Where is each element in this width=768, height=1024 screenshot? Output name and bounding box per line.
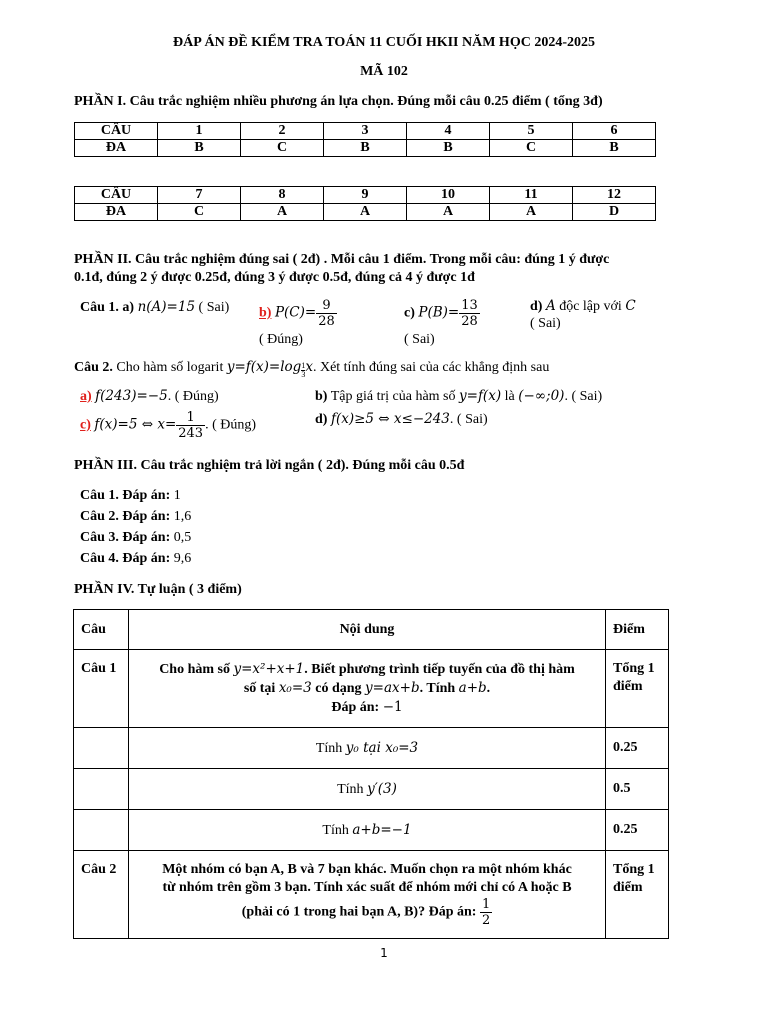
part2-q2-c — [80, 410, 256, 441]
verdict: ( Sai) — [404, 332, 435, 347]
empty-cell — [74, 810, 129, 851]
row-label-question: CÂU — [75, 123, 158, 140]
part2-q2-b — [315, 388, 602, 405]
answer-cell: D — [573, 204, 656, 221]
table-row — [74, 728, 669, 769]
question-label: Câu 1. — [80, 300, 119, 315]
part2-title-line1: PHẦN II. Câu trắc nghiệm đúng sai ( 2đ) . Mỗi câu 1 điểm. Trong mỗi câu: đúng 1 ý được — [74, 252, 610, 267]
answer-cell: B — [158, 140, 241, 157]
question-number: 9 — [324, 187, 407, 204]
column-header: Câu — [74, 610, 129, 650]
math-expression: a+b — [458, 680, 487, 696]
question-number: 1 — [158, 123, 241, 140]
step-content: Tính y₀ tại x₀=3 — [129, 728, 606, 769]
table-row — [74, 851, 669, 939]
verdict: . ( Đúng) — [167, 389, 219, 404]
question-number: 8 — [241, 187, 324, 204]
option-label: c) — [404, 305, 415, 321]
table-row — [74, 650, 669, 728]
answer-cell: B — [407, 140, 490, 157]
part2-title-line2: 0.1đ, đúng 2 ý được 0.25đ, đúng 3 ý được 0.5đ, đúng cả 4 ý được 1đ — [74, 270, 475, 285]
part4-title: PHẦN IV. Tự luận ( 3 điểm) — [74, 582, 242, 597]
part2-q2-intro — [74, 359, 549, 379]
math-expression: f(243)=−5 — [95, 388, 168, 404]
math-expression: a+b=−1 — [352, 821, 412, 838]
fraction: $\frac{1}{2}$ — [481, 897, 491, 928]
question-number: 2 — [241, 123, 324, 140]
answer-cell: B — [324, 140, 407, 157]
step-content: Tính a+b=−1 — [129, 810, 606, 851]
part2-q1-d — [530, 298, 636, 315]
answer-label: Câu 1. Đáp án: — [80, 488, 171, 503]
short-answer-item — [80, 530, 191, 546]
verdict: ( Đúng) — [259, 332, 303, 347]
score-cell: 0.25 — [606, 728, 669, 769]
answer-value: 9,6 — [173, 551, 192, 566]
column-header: Điểm — [606, 610, 669, 650]
question-label: Câu 2 — [74, 851, 129, 939]
table-row — [75, 187, 656, 204]
math-expression: C — [625, 298, 636, 314]
row-label-answer: ĐA — [75, 140, 158, 157]
part2-q1-c — [404, 298, 480, 329]
answer-cell: A — [490, 204, 573, 221]
empty-cell — [74, 728, 129, 769]
statement-text: Tập giá trị của hàm số — [330, 389, 456, 404]
fraction: $\frac{9}{28}$ — [318, 298, 335, 329]
question-content: Cho hàm số y=x²+x+1. Biết phương trình tiếp tuyến của đồ thị hàm số tại x₀=3 có dạng y=ax+b. Tính a+b. Đáp án: −1 — [129, 650, 606, 728]
option-label-highlight: a) — [80, 389, 92, 404]
short-answer-item — [80, 509, 191, 525]
answer-label: Câu 4. Đáp án: — [80, 551, 171, 566]
verdict: . ( Sai) — [564, 389, 603, 404]
statement-text: . Xét tính đúng sai của các khẳng định sau — [312, 360, 550, 375]
row-label-answer: ĐA — [75, 204, 158, 221]
question-number: 10 — [407, 187, 490, 204]
part3-title: PHẦN III. Câu trắc nghiệm trả lời ngắn ( 2đ). Đúng mỗi câu 0.5đ — [74, 458, 465, 473]
math-expression: (−∞;0) — [518, 388, 565, 404]
exam-code: MÃ 102 — [360, 64, 408, 79]
answer-value: 0,5 — [173, 530, 192, 545]
essay-table — [73, 609, 669, 939]
math-expression: n(A)=15 — [137, 299, 196, 315]
math-expression: y=f(x)=log — [226, 359, 302, 375]
empty-cell — [74, 769, 129, 810]
answer-cell: C — [490, 140, 573, 157]
option-label: d) — [315, 412, 328, 427]
question-number: 6 — [573, 123, 656, 140]
option-label: d) — [530, 299, 543, 314]
log-base-fraction: $\frac{1}{3}$ — [301, 361, 306, 379]
answer-cell: A — [241, 204, 324, 221]
table-row — [75, 140, 656, 157]
column-header: Nội dung — [129, 610, 606, 650]
verdict: . ( Sai) — [449, 412, 488, 427]
verdict: ( Sai) — [198, 300, 230, 315]
part2-q2-a — [80, 388, 219, 405]
question-number: 7 — [158, 187, 241, 204]
answer-cell: C — [158, 204, 241, 221]
table-row — [75, 123, 656, 140]
answer-cell: A — [407, 204, 490, 221]
row-label-question: CÂU — [75, 187, 158, 204]
question-number: 12 — [573, 187, 656, 204]
answer-cell: C — [241, 140, 324, 157]
page-number: 1 — [380, 946, 388, 960]
answer-table-2 — [74, 186, 656, 221]
question-content: Một nhóm có bạn A, B và 7 bạn khác. Muốn chọn ra một nhóm khác từ nhóm trên gồm 3 bạn. Tính xác suất để nhóm mới chỉ có A hoặc B (phải có 1 trong hai bạn A, B)? Đáp án: $\frac{1}{2}$ — [129, 851, 606, 939]
verdict: . ( Đúng) — [205, 417, 257, 433]
math-expression: f(x)≥5 ⇔ x≤−243 — [330, 411, 450, 427]
math-expression: P(C)= — [274, 304, 317, 321]
question-number: 5 — [490, 123, 573, 140]
statement-text: độc lập với — [559, 299, 622, 314]
part1-title: PHẦN I. Câu trắc nghiệm nhiều phương án lựa chọn. Đúng mỗi câu 0.25 điểm ( tổng 3đ) — [74, 94, 603, 109]
math-expression: y=ax+b — [365, 680, 420, 696]
short-answer-item — [80, 551, 191, 567]
math-expression: y′(3) — [367, 780, 397, 797]
math-expression: y₀ tại x₀=3 — [345, 739, 419, 756]
part2-q1-a — [80, 299, 229, 316]
answer-cell: A — [324, 204, 407, 221]
score-cell: 0.5 — [606, 769, 669, 810]
answer-cell: B — [573, 140, 656, 157]
option-label-highlight: c) — [80, 417, 91, 433]
statement-text: là — [504, 389, 515, 404]
math-expression: x — [305, 359, 313, 375]
step-content: Tính y′(3) — [129, 769, 606, 810]
part2-q1-b — [259, 298, 337, 329]
answer-value: 1,6 — [173, 509, 192, 524]
part2-q2-d — [315, 411, 488, 428]
table-row — [74, 769, 669, 810]
table-row — [74, 810, 669, 851]
math-expression: P(B)= — [418, 304, 460, 321]
verdict: ( Sai) — [530, 316, 561, 331]
question-number: 3 — [324, 123, 407, 140]
score-cell: Tổng 1 điểm — [606, 851, 669, 939]
question-label: Câu 2. — [74, 360, 113, 375]
option-label-highlight: b) — [259, 305, 272, 321]
answer-label: Câu 3. Đáp án: — [80, 530, 171, 545]
score-cell: 0.25 — [606, 810, 669, 851]
math-expression: x₀=3 — [278, 680, 312, 696]
answer-value: 1 — [173, 488, 181, 503]
math-expression: y=f(x) — [459, 388, 502, 404]
math-expression: f(x)=5 ⇔ x= — [94, 416, 177, 433]
fraction: $\frac{13}{28}$ — [461, 298, 478, 329]
fraction: $\frac{1}{243}$ — [178, 410, 204, 441]
document-title: ĐÁP ÁN ĐỀ KIỂM TRA TOÁN 11 CUỐI HKII NĂM HỌC 2024-2025 — [173, 35, 595, 50]
math-expression: y=x²+x+1 — [233, 661, 305, 677]
question-number: 4 — [407, 123, 490, 140]
option-label: a) — [122, 300, 135, 315]
question-label: Câu 1 — [74, 650, 129, 728]
option-label: b) — [315, 389, 328, 404]
question-number: 11 — [490, 187, 573, 204]
table-row — [75, 204, 656, 221]
table-header-row — [74, 610, 669, 650]
short-answer-item — [80, 488, 181, 504]
answer-table-1 — [74, 122, 656, 157]
score-cell: Tổng 1 điểm — [606, 650, 669, 728]
statement-text: Cho hàm số logarit — [116, 360, 224, 375]
math-expression: A — [545, 298, 556, 314]
math-expression: −1 — [382, 699, 403, 715]
answer-label: Câu 2. Đáp án: — [80, 509, 171, 524]
